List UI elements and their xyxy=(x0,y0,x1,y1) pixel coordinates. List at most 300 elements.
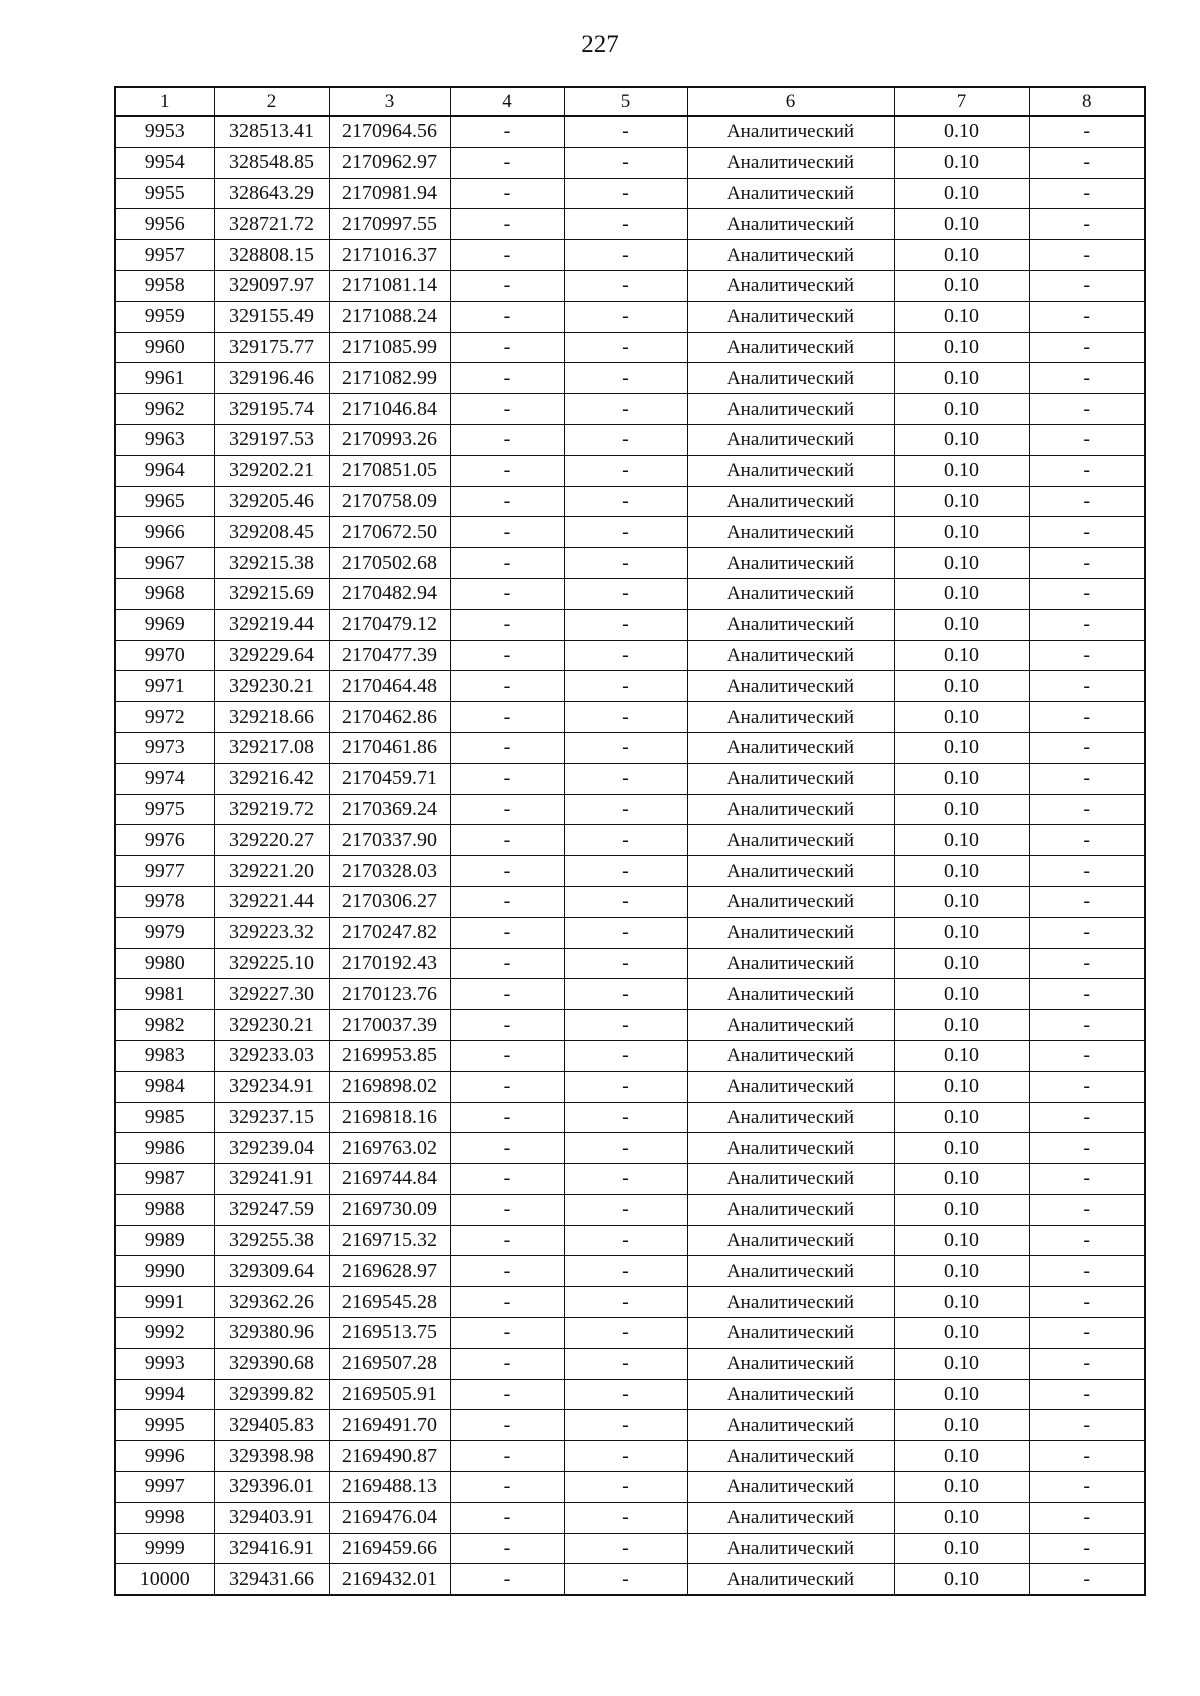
table-cell-col-5: - xyxy=(564,332,687,363)
table-cell-col-4: - xyxy=(450,270,564,301)
table-cell-col-4: - xyxy=(450,856,564,887)
table-cell-col-8: - xyxy=(1029,1472,1145,1503)
table-cell-col-4: - xyxy=(450,1379,564,1410)
table-row xyxy=(115,240,1145,271)
table-cell-col-7: 0.10 xyxy=(894,178,1029,209)
table-cell-col-8: - xyxy=(1029,1318,1145,1349)
table-cell-col-4: - xyxy=(450,486,564,517)
table-cell-col-6: Аналитический xyxy=(687,1256,894,1287)
table-cell-col-2: 329362.26 xyxy=(214,1287,329,1318)
table-cell-col-7: 0.10 xyxy=(894,948,1029,979)
table-cell-col-6: Аналитический xyxy=(687,825,894,856)
table-row xyxy=(115,116,1145,147)
table-row xyxy=(115,1564,1145,1595)
table-cell-col-2: 329380.96 xyxy=(214,1318,329,1349)
table-cell-col-6: Аналитический xyxy=(687,1318,894,1349)
table-cell-col-8: - xyxy=(1029,794,1145,825)
table-cell-col-1: 9953 xyxy=(115,116,214,147)
table-row xyxy=(115,1348,1145,1379)
table-cell-col-8: - xyxy=(1029,886,1145,917)
table-cell-col-6: Аналитический xyxy=(687,1164,894,1195)
table-cell-col-5: - xyxy=(564,1533,687,1564)
table-cell-col-3: 2170758.09 xyxy=(329,486,450,517)
table-cell-col-5: - xyxy=(564,948,687,979)
table-cell-col-7: 0.10 xyxy=(894,1194,1029,1225)
table-cell-col-8: - xyxy=(1029,825,1145,856)
table-row xyxy=(115,1379,1145,1410)
table-cell-col-5: - xyxy=(564,424,687,455)
table-cell-col-6: Аналитический xyxy=(687,1502,894,1533)
table-cell-col-1: 9993 xyxy=(115,1348,214,1379)
table-cell-col-6: Аналитический xyxy=(687,394,894,425)
table-cell-col-7: 0.10 xyxy=(894,1071,1029,1102)
table-cell-col-1: 10000 xyxy=(115,1564,214,1595)
table-cell-col-8: - xyxy=(1029,394,1145,425)
table-cell-col-2: 329241.91 xyxy=(214,1164,329,1195)
table-cell-col-1: 9971 xyxy=(115,671,214,702)
table-cell-col-6: Аналитический xyxy=(687,948,894,979)
table-cell-col-8: - xyxy=(1029,548,1145,579)
column-header-8: 8 xyxy=(1029,87,1145,116)
table-cell-col-1: 9995 xyxy=(115,1410,214,1441)
table-cell-col-5: - xyxy=(564,1164,687,1195)
table-row xyxy=(115,1071,1145,1102)
table-cell-col-7: 0.10 xyxy=(894,1133,1029,1164)
table-row xyxy=(115,979,1145,1010)
table-cell-col-7: 0.10 xyxy=(894,363,1029,394)
table-cell-col-8: - xyxy=(1029,1287,1145,1318)
table-cell-col-5: - xyxy=(564,301,687,332)
table-cell-col-7: 0.10 xyxy=(894,455,1029,486)
table-cell-col-3: 2171088.24 xyxy=(329,301,450,332)
table-row xyxy=(115,394,1145,425)
table-cell-col-5: - xyxy=(564,270,687,301)
table-cell-col-4: - xyxy=(450,1441,564,1472)
table-cell-col-7: 0.10 xyxy=(894,1348,1029,1379)
table-cell-col-7: 0.10 xyxy=(894,332,1029,363)
table-cell-col-7: 0.10 xyxy=(894,1410,1029,1441)
table-cell-col-3: 2170337.90 xyxy=(329,825,450,856)
table-cell-col-5: - xyxy=(564,1194,687,1225)
table-cell-col-7: 0.10 xyxy=(894,1040,1029,1071)
table-cell-col-6: Аналитический xyxy=(687,1410,894,1441)
table-row xyxy=(115,301,1145,332)
table-cell-col-4: - xyxy=(450,1287,564,1318)
table-cell-col-1: 9976 xyxy=(115,825,214,856)
table-cell-col-6: Аналитический xyxy=(687,856,894,887)
table-cell-col-3: 2169715.32 xyxy=(329,1225,450,1256)
column-header-1: 1 xyxy=(115,87,214,116)
table-cell-col-3: 2169730.09 xyxy=(329,1194,450,1225)
table-cell-col-3: 2170672.50 xyxy=(329,517,450,548)
table-cell-col-1: 9997 xyxy=(115,1472,214,1503)
table-row xyxy=(115,1533,1145,1564)
table-cell-col-1: 9970 xyxy=(115,640,214,671)
table-row xyxy=(115,732,1145,763)
table-row xyxy=(115,1287,1145,1318)
table-cell-col-1: 9962 xyxy=(115,394,214,425)
table-cell-col-2: 329219.44 xyxy=(214,609,329,640)
table-cell-col-4: - xyxy=(450,1225,564,1256)
table-cell-col-4: - xyxy=(450,794,564,825)
table-cell-col-7: 0.10 xyxy=(894,1564,1029,1595)
table-cell-col-6: Аналитический xyxy=(687,363,894,394)
table-cell-col-8: - xyxy=(1029,1194,1145,1225)
table-cell-col-6: Аналитический xyxy=(687,578,894,609)
table-cell-col-7: 0.10 xyxy=(894,209,1029,240)
table-cell-col-8: - xyxy=(1029,1040,1145,1071)
table-cell-col-3: 2169507.28 xyxy=(329,1348,450,1379)
table-cell-col-3: 2170369.24 xyxy=(329,794,450,825)
table-cell-col-3: 2170477.39 xyxy=(329,640,450,671)
table-cell-col-5: - xyxy=(564,1071,687,1102)
table-cell-col-3: 2170482.94 xyxy=(329,578,450,609)
table-cell-col-5: - xyxy=(564,455,687,486)
table-cell-col-3: 2171085.99 xyxy=(329,332,450,363)
table-cell-col-1: 9980 xyxy=(115,948,214,979)
table-cell-col-4: - xyxy=(450,948,564,979)
table-cell-col-1: 9984 xyxy=(115,1071,214,1102)
table-row xyxy=(115,948,1145,979)
table-cell-col-2: 329195.74 xyxy=(214,394,329,425)
table-row xyxy=(115,548,1145,579)
table-cell-col-5: - xyxy=(564,363,687,394)
table-cell-col-6: Аналитический xyxy=(687,917,894,948)
table-cell-col-1: 9996 xyxy=(115,1441,214,1472)
table-cell-col-6: Аналитический xyxy=(687,1194,894,1225)
table-cell-col-6: Аналитический xyxy=(687,332,894,363)
table-cell-col-5: - xyxy=(564,578,687,609)
table-cell-col-3: 2171046.84 xyxy=(329,394,450,425)
table-cell-col-4: - xyxy=(450,1533,564,1564)
table-cell-col-2: 329234.91 xyxy=(214,1071,329,1102)
table-cell-col-3: 2169505.91 xyxy=(329,1379,450,1410)
table-cell-col-1: 9954 xyxy=(115,147,214,178)
table-cell-col-1: 9960 xyxy=(115,332,214,363)
table-cell-col-2: 328808.15 xyxy=(214,240,329,271)
table-cell-col-4: - xyxy=(450,1502,564,1533)
table-cell-col-6: Аналитический xyxy=(687,1564,894,1595)
table-cell-col-3: 2170964.56 xyxy=(329,116,450,147)
table-cell-col-1: 9961 xyxy=(115,363,214,394)
table-cell-col-5: - xyxy=(564,1472,687,1503)
table-cell-col-2: 329416.91 xyxy=(214,1533,329,1564)
table-cell-col-1: 9987 xyxy=(115,1164,214,1195)
table-row xyxy=(115,1164,1145,1195)
table-cell-col-7: 0.10 xyxy=(894,1164,1029,1195)
table-cell-col-8: - xyxy=(1029,702,1145,733)
table-cell-col-3: 2170123.76 xyxy=(329,979,450,1010)
table-cell-col-1: 9964 xyxy=(115,455,214,486)
table-cell-col-8: - xyxy=(1029,424,1145,455)
table-cell-col-3: 2169763.02 xyxy=(329,1133,450,1164)
table-cell-col-5: - xyxy=(564,1410,687,1441)
table-cell-col-2: 329225.10 xyxy=(214,948,329,979)
table-cell-col-2: 329216.42 xyxy=(214,763,329,794)
table-cell-col-3: 2169488.13 xyxy=(329,1472,450,1503)
table-cell-col-5: - xyxy=(564,548,687,579)
table-cell-col-5: - xyxy=(564,917,687,948)
table-cell-col-3: 2169818.16 xyxy=(329,1102,450,1133)
table-cell-col-7: 0.10 xyxy=(894,702,1029,733)
table-cell-col-5: - xyxy=(564,794,687,825)
table-cell-col-4: - xyxy=(450,1472,564,1503)
table-cell-col-4: - xyxy=(450,240,564,271)
table-cell-col-8: - xyxy=(1029,332,1145,363)
table-cell-col-8: - xyxy=(1029,948,1145,979)
table-cell-col-2: 329208.45 xyxy=(214,517,329,548)
table-cell-col-4: - xyxy=(450,1256,564,1287)
table-cell-col-5: - xyxy=(564,1256,687,1287)
table-cell-col-8: - xyxy=(1029,1441,1145,1472)
table-row xyxy=(115,1318,1145,1349)
table-cell-col-7: 0.10 xyxy=(894,1502,1029,1533)
table-cell-col-2: 329218.66 xyxy=(214,702,329,733)
table-cell-col-2: 329255.38 xyxy=(214,1225,329,1256)
table-cell-col-7: 0.10 xyxy=(894,270,1029,301)
table-cell-col-8: - xyxy=(1029,1102,1145,1133)
table-cell-col-4: - xyxy=(450,147,564,178)
table-cell-col-8: - xyxy=(1029,1533,1145,1564)
table-cell-col-6: Аналитический xyxy=(687,517,894,548)
table-cell-col-4: - xyxy=(450,517,564,548)
table-cell-col-8: - xyxy=(1029,917,1145,948)
table-row xyxy=(115,486,1145,517)
table-cell-col-8: - xyxy=(1029,671,1145,702)
table-cell-col-1: 9983 xyxy=(115,1040,214,1071)
table-cell-col-8: - xyxy=(1029,1379,1145,1410)
table-cell-col-6: Аналитический xyxy=(687,702,894,733)
table-cell-col-1: 9974 xyxy=(115,763,214,794)
table-cell-col-6: Аналитический xyxy=(687,1010,894,1041)
table-cell-col-2: 329155.49 xyxy=(214,301,329,332)
table-cell-col-4: - xyxy=(450,1071,564,1102)
table-cell-col-5: - xyxy=(564,1502,687,1533)
table-cell-col-6: Аналитический xyxy=(687,1071,894,1102)
table-cell-col-7: 0.10 xyxy=(894,486,1029,517)
column-header-5: 5 xyxy=(564,87,687,116)
table-cell-col-7: 0.10 xyxy=(894,1287,1029,1318)
table-row xyxy=(115,1441,1145,1472)
table-cell-col-5: - xyxy=(564,394,687,425)
table-cell-col-1: 9990 xyxy=(115,1256,214,1287)
table-cell-col-7: 0.10 xyxy=(894,671,1029,702)
table-row xyxy=(115,1410,1145,1441)
table-row xyxy=(115,1010,1145,1041)
table-cell-col-5: - xyxy=(564,640,687,671)
table-cell-col-7: 0.10 xyxy=(894,886,1029,917)
table-cell-col-1: 9992 xyxy=(115,1318,214,1349)
table-row xyxy=(115,886,1145,917)
table-cell-col-4: - xyxy=(450,209,564,240)
table-row xyxy=(115,1194,1145,1225)
table-cell-col-5: - xyxy=(564,1287,687,1318)
table-cell-col-7: 0.10 xyxy=(894,1472,1029,1503)
table-cell-col-4: - xyxy=(450,1133,564,1164)
table-cell-col-3: 2170502.68 xyxy=(329,548,450,579)
table-cell-col-5: - xyxy=(564,671,687,702)
table-cell-col-2: 329230.21 xyxy=(214,1010,329,1041)
table-cell-col-2: 328548.85 xyxy=(214,147,329,178)
table-row xyxy=(115,1502,1145,1533)
table-cell-col-6: Аналитический xyxy=(687,147,894,178)
table-cell-col-4: - xyxy=(450,578,564,609)
table-cell-col-8: - xyxy=(1029,1410,1145,1441)
table-cell-col-8: - xyxy=(1029,609,1145,640)
table-row xyxy=(115,609,1145,640)
table-cell-col-7: 0.10 xyxy=(894,1256,1029,1287)
table-cell-col-3: 2169491.70 xyxy=(329,1410,450,1441)
table-cell-col-6: Аналитический xyxy=(687,240,894,271)
column-header-3: 3 xyxy=(329,87,450,116)
table-cell-col-3: 2169476.04 xyxy=(329,1502,450,1533)
table-cell-col-4: - xyxy=(450,455,564,486)
table-cell-col-7: 0.10 xyxy=(894,856,1029,887)
table-cell-col-8: - xyxy=(1029,1071,1145,1102)
table-cell-col-4: - xyxy=(450,671,564,702)
table-cell-col-1: 9986 xyxy=(115,1133,214,1164)
table-cell-col-3: 2170459.71 xyxy=(329,763,450,794)
table-cell-col-3: 2170962.97 xyxy=(329,147,450,178)
table-row xyxy=(115,1102,1145,1133)
table-cell-col-8: - xyxy=(1029,209,1145,240)
table-cell-col-7: 0.10 xyxy=(894,1533,1029,1564)
table-cell-col-5: - xyxy=(564,517,687,548)
table-cell-col-3: 2170328.03 xyxy=(329,856,450,887)
table-cell-col-7: 0.10 xyxy=(894,301,1029,332)
table-cell-col-7: 0.10 xyxy=(894,578,1029,609)
table-cell-col-3: 2171016.37 xyxy=(329,240,450,271)
table-cell-col-3: 2169744.84 xyxy=(329,1164,450,1195)
table-cell-col-2: 329227.30 xyxy=(214,979,329,1010)
table-cell-col-2: 329396.01 xyxy=(214,1472,329,1503)
table-cell-col-7: 0.10 xyxy=(894,794,1029,825)
table-cell-col-2: 329233.03 xyxy=(214,1040,329,1071)
table-cell-col-7: 0.10 xyxy=(894,548,1029,579)
table-cell-col-6: Аналитический xyxy=(687,1379,894,1410)
table-cell-col-5: - xyxy=(564,702,687,733)
table-cell-col-5: - xyxy=(564,240,687,271)
table-cell-col-2: 329205.46 xyxy=(214,486,329,517)
table-cell-col-2: 329221.44 xyxy=(214,886,329,917)
table-cell-col-3: 2170037.39 xyxy=(329,1010,450,1041)
table-cell-col-8: - xyxy=(1029,640,1145,671)
table-cell-col-2: 329196.46 xyxy=(214,363,329,394)
table-cell-col-1: 9958 xyxy=(115,270,214,301)
column-header-6: 6 xyxy=(687,87,894,116)
table-cell-col-6: Аналитический xyxy=(687,301,894,332)
table-cell-col-3: 2170464.48 xyxy=(329,671,450,702)
table-cell-col-3: 2169953.85 xyxy=(329,1040,450,1071)
table-cell-col-7: 0.10 xyxy=(894,1441,1029,1472)
table-cell-col-4: - xyxy=(450,1040,564,1071)
table-row xyxy=(115,1256,1145,1287)
table-cell-col-3: 2171081.14 xyxy=(329,270,450,301)
table-cell-col-6: Аналитический xyxy=(687,486,894,517)
table-cell-col-8: - xyxy=(1029,856,1145,887)
table-cell-col-2: 329247.59 xyxy=(214,1194,329,1225)
table-cell-col-5: - xyxy=(564,732,687,763)
column-header-7: 7 xyxy=(894,87,1029,116)
table-body xyxy=(115,116,1145,1595)
table-row xyxy=(115,917,1145,948)
table-cell-col-2: 329197.53 xyxy=(214,424,329,455)
table-cell-col-8: - xyxy=(1029,1225,1145,1256)
page-number: 227 xyxy=(581,31,619,58)
table-cell-col-8: - xyxy=(1029,270,1145,301)
table-row xyxy=(115,763,1145,794)
table-row xyxy=(115,671,1145,702)
table-cell-col-2: 329221.20 xyxy=(214,856,329,887)
table-cell-col-5: - xyxy=(564,1102,687,1133)
table-cell-col-3: 2169628.97 xyxy=(329,1256,450,1287)
table-cell-col-4: - xyxy=(450,763,564,794)
table-cell-col-4: - xyxy=(450,1318,564,1349)
table-cell-col-5: - xyxy=(564,1133,687,1164)
table-cell-col-4: - xyxy=(450,609,564,640)
table-cell-col-3: 2169432.01 xyxy=(329,1564,450,1595)
table-cell-col-2: 329229.64 xyxy=(214,640,329,671)
table-cell-col-1: 9979 xyxy=(115,917,214,948)
table-cell-col-4: - xyxy=(450,548,564,579)
table-cell-col-3: 2170981.94 xyxy=(329,178,450,209)
table-cell-col-4: - xyxy=(450,424,564,455)
table-cell-col-7: 0.10 xyxy=(894,1010,1029,1041)
table-cell-col-7: 0.10 xyxy=(894,517,1029,548)
table-cell-col-4: - xyxy=(450,332,564,363)
table-cell-col-5: - xyxy=(564,1564,687,1595)
table-cell-col-4: - xyxy=(450,178,564,209)
table-cell-col-6: Аналитический xyxy=(687,424,894,455)
table-cell-col-4: - xyxy=(450,1348,564,1379)
table-cell-col-2: 329431.66 xyxy=(214,1564,329,1595)
table-cell-col-3: 2171082.99 xyxy=(329,363,450,394)
table-row xyxy=(115,578,1145,609)
table-cell-col-3: 2170851.05 xyxy=(329,455,450,486)
table-cell-col-4: - xyxy=(450,702,564,733)
table-cell-col-2: 328721.72 xyxy=(214,209,329,240)
table-row xyxy=(115,332,1145,363)
table-cell-col-1: 9967 xyxy=(115,548,214,579)
table-cell-col-1: 9968 xyxy=(115,578,214,609)
table-cell-col-1: 9963 xyxy=(115,424,214,455)
table-cell-col-8: - xyxy=(1029,301,1145,332)
table-cell-col-1: 9955 xyxy=(115,178,214,209)
table-cell-col-6: Аналитический xyxy=(687,1225,894,1256)
table-cell-col-2: 329215.69 xyxy=(214,578,329,609)
table-cell-col-1: 9981 xyxy=(115,979,214,1010)
table-cell-col-3: 2170462.86 xyxy=(329,702,450,733)
table-cell-col-5: - xyxy=(564,147,687,178)
table-cell-col-1: 9989 xyxy=(115,1225,214,1256)
table-cell-col-2: 328643.29 xyxy=(214,178,329,209)
table-cell-col-5: - xyxy=(564,1010,687,1041)
table-cell-col-5: - xyxy=(564,763,687,794)
table-row xyxy=(115,702,1145,733)
table-cell-col-6: Аналитический xyxy=(687,1348,894,1379)
table-cell-col-3: 2170247.82 xyxy=(329,917,450,948)
table-cell-col-2: 329405.83 xyxy=(214,1410,329,1441)
table-cell-col-8: - xyxy=(1029,486,1145,517)
table-cell-col-1: 9998 xyxy=(115,1502,214,1533)
table-row xyxy=(115,147,1145,178)
table-cell-col-8: - xyxy=(1029,1502,1145,1533)
table-cell-col-2: 329220.27 xyxy=(214,825,329,856)
table-cell-col-7: 0.10 xyxy=(894,116,1029,147)
table-cell-col-5: - xyxy=(564,979,687,1010)
table-cell-col-4: - xyxy=(450,886,564,917)
table-cell-col-8: - xyxy=(1029,455,1145,486)
